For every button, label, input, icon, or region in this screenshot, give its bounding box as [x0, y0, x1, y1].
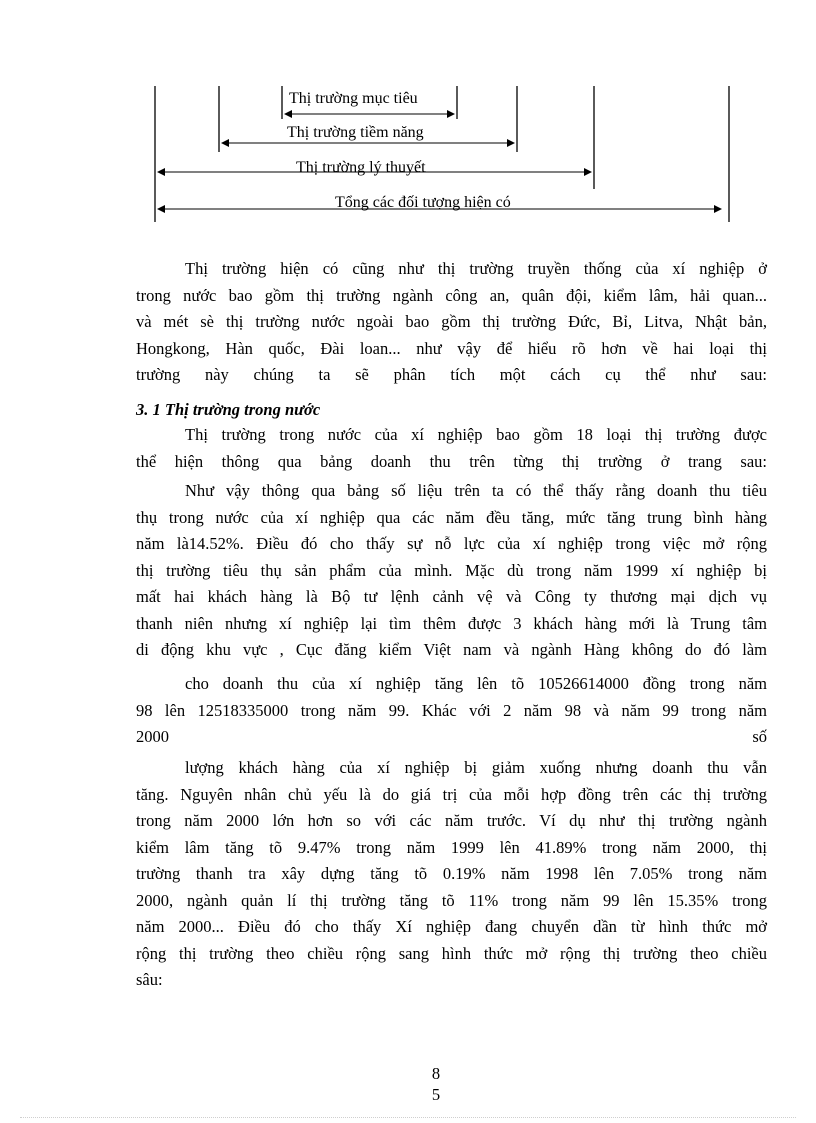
text-line: mất hai khách hàng là Bộ tư lệnh cảnh vệ và Công ty thương mại dịch vụ [136, 587, 767, 606]
market-scope-diagram [0, 0, 816, 240]
text-line: kiểm lâm tăng tõ 9.47% trong năm 1999 lên 41.89% trong năm 2000, thị [136, 837, 767, 857]
page-number-line-1: 8 [431, 1064, 441, 1083]
paragraph-domestic-intro [136, 422, 767, 475]
page-number [0, 1063, 816, 1105]
label-total-objects: Tổng các đối tượng hiện có [335, 194, 511, 211]
text-line: lượng khách hàng của xí nghiệp bị giảm xuống nhưng doanh thu vẫn [185, 758, 767, 777]
text-line: Thị trường trong nước của xí nghiệp bao gồm 18 loại thị trường được [185, 425, 767, 444]
text-line: thị trường tiêu thụ sản phẩm của mình. Mặc dù trong năm 1999 xí nghiệp bị [136, 560, 767, 580]
text-line: trong năm 2000 lớn hơn so với các năm trước. Ví dụ như thị trường ngành [136, 811, 767, 830]
text-line: trường thanh tra xây dựng tăng tõ 0.19% năm 1998 lên 7.05% trong năm [136, 864, 767, 883]
text-line: và mét sè thị trường nước ngoài bao gồm thị trường Đức, Bỉ, Litva, Nhật bản, [136, 312, 767, 331]
label-potential-market: Thị trường tiềm năng [287, 124, 424, 141]
text-line: năm 2000... Điều đó cho thấy Xí nghiệp đang chuyển dần từ hình thức mở [136, 917, 767, 936]
text-line: rộng thị trường theo chiều rộng sang hình thức mở rộng thị trường theo chiều [136, 943, 767, 963]
text-line: năm là14.52%. Điều đó cho thấy sự nỗ lực của xí nghiệp trong việc mở rộng [136, 534, 767, 553]
text-line: Thị trường hiện có cũng như thị trường truyền thống của xí nghiệp ở [185, 259, 767, 278]
text-line: thể hiện thông qua bảng doanh thu trên từng thị trường ở trang sau: [136, 451, 767, 471]
text-line: trường này chúng ta sẽ phân tích một cách cụ thể như sau: [136, 365, 767, 384]
footer-divider [20, 1117, 796, 1118]
paragraph-revenue-analysis [136, 478, 767, 664]
text-fragment-so: số [752, 727, 767, 746]
paragraph-customer-decline [136, 755, 767, 994]
paragraph-revenue-growth [136, 671, 767, 751]
label-theoretical-market: Thị trường lý thuyết [296, 159, 426, 176]
text-line: sâu: [136, 970, 163, 989]
text-line: Hongkong, Hàn quốc, Đài loan... như vậy để hiểu rõ hơn về hai loại thị [136, 338, 767, 358]
text-line: Như vậy thông qua bảng số liệu trên ta có thể thấy rằng doanh thu tiêu [185, 481, 767, 500]
text-fragment-year: 2000 [136, 727, 169, 746]
text-line-split [136, 724, 767, 751]
section-heading: 3. 1 Thị trường trong nước [136, 400, 321, 419]
text-line: di động khu vực , Cục đăng kiểm Việt nam và ngành Hàng không do đó làm [136, 640, 767, 659]
label-target-market: Thị trường mục tiêu [289, 90, 418, 107]
text-line: tăng. Nguyên nhân chủ yếu là do giá trị của mỗi hợp đồng trên các thị trường [136, 784, 767, 804]
page-number-line-2: 5 [431, 1085, 441, 1104]
text-line: 2000, ngành quản lí thị trường tăng tõ 11% trong năm 99 lên 15.35% trong [136, 890, 767, 910]
text-line: cho doanh thu của xí nghiệp tăng lên tõ 10526614000 đồng trong năm [185, 674, 767, 693]
text-line: thụ trong nước của xí nghiệp qua các năm đều tăng, mức tăng trung bình hàng [136, 507, 767, 527]
text-line: thanh niên nhưng xí nghiệp lại tìm thêm được 3 khách hàng mới là Trung tâm [136, 613, 767, 633]
paragraph-existing-markets [136, 256, 767, 389]
text-line: 98 lên 12518335000 trong năm 99. Khác với 2 năm 98 và năm 99 trong năm [136, 700, 767, 720]
text-line: trong nước bao gồm thị trường ngành công an, quân đội, kiểm lâm, hải quan... [136, 285, 767, 305]
